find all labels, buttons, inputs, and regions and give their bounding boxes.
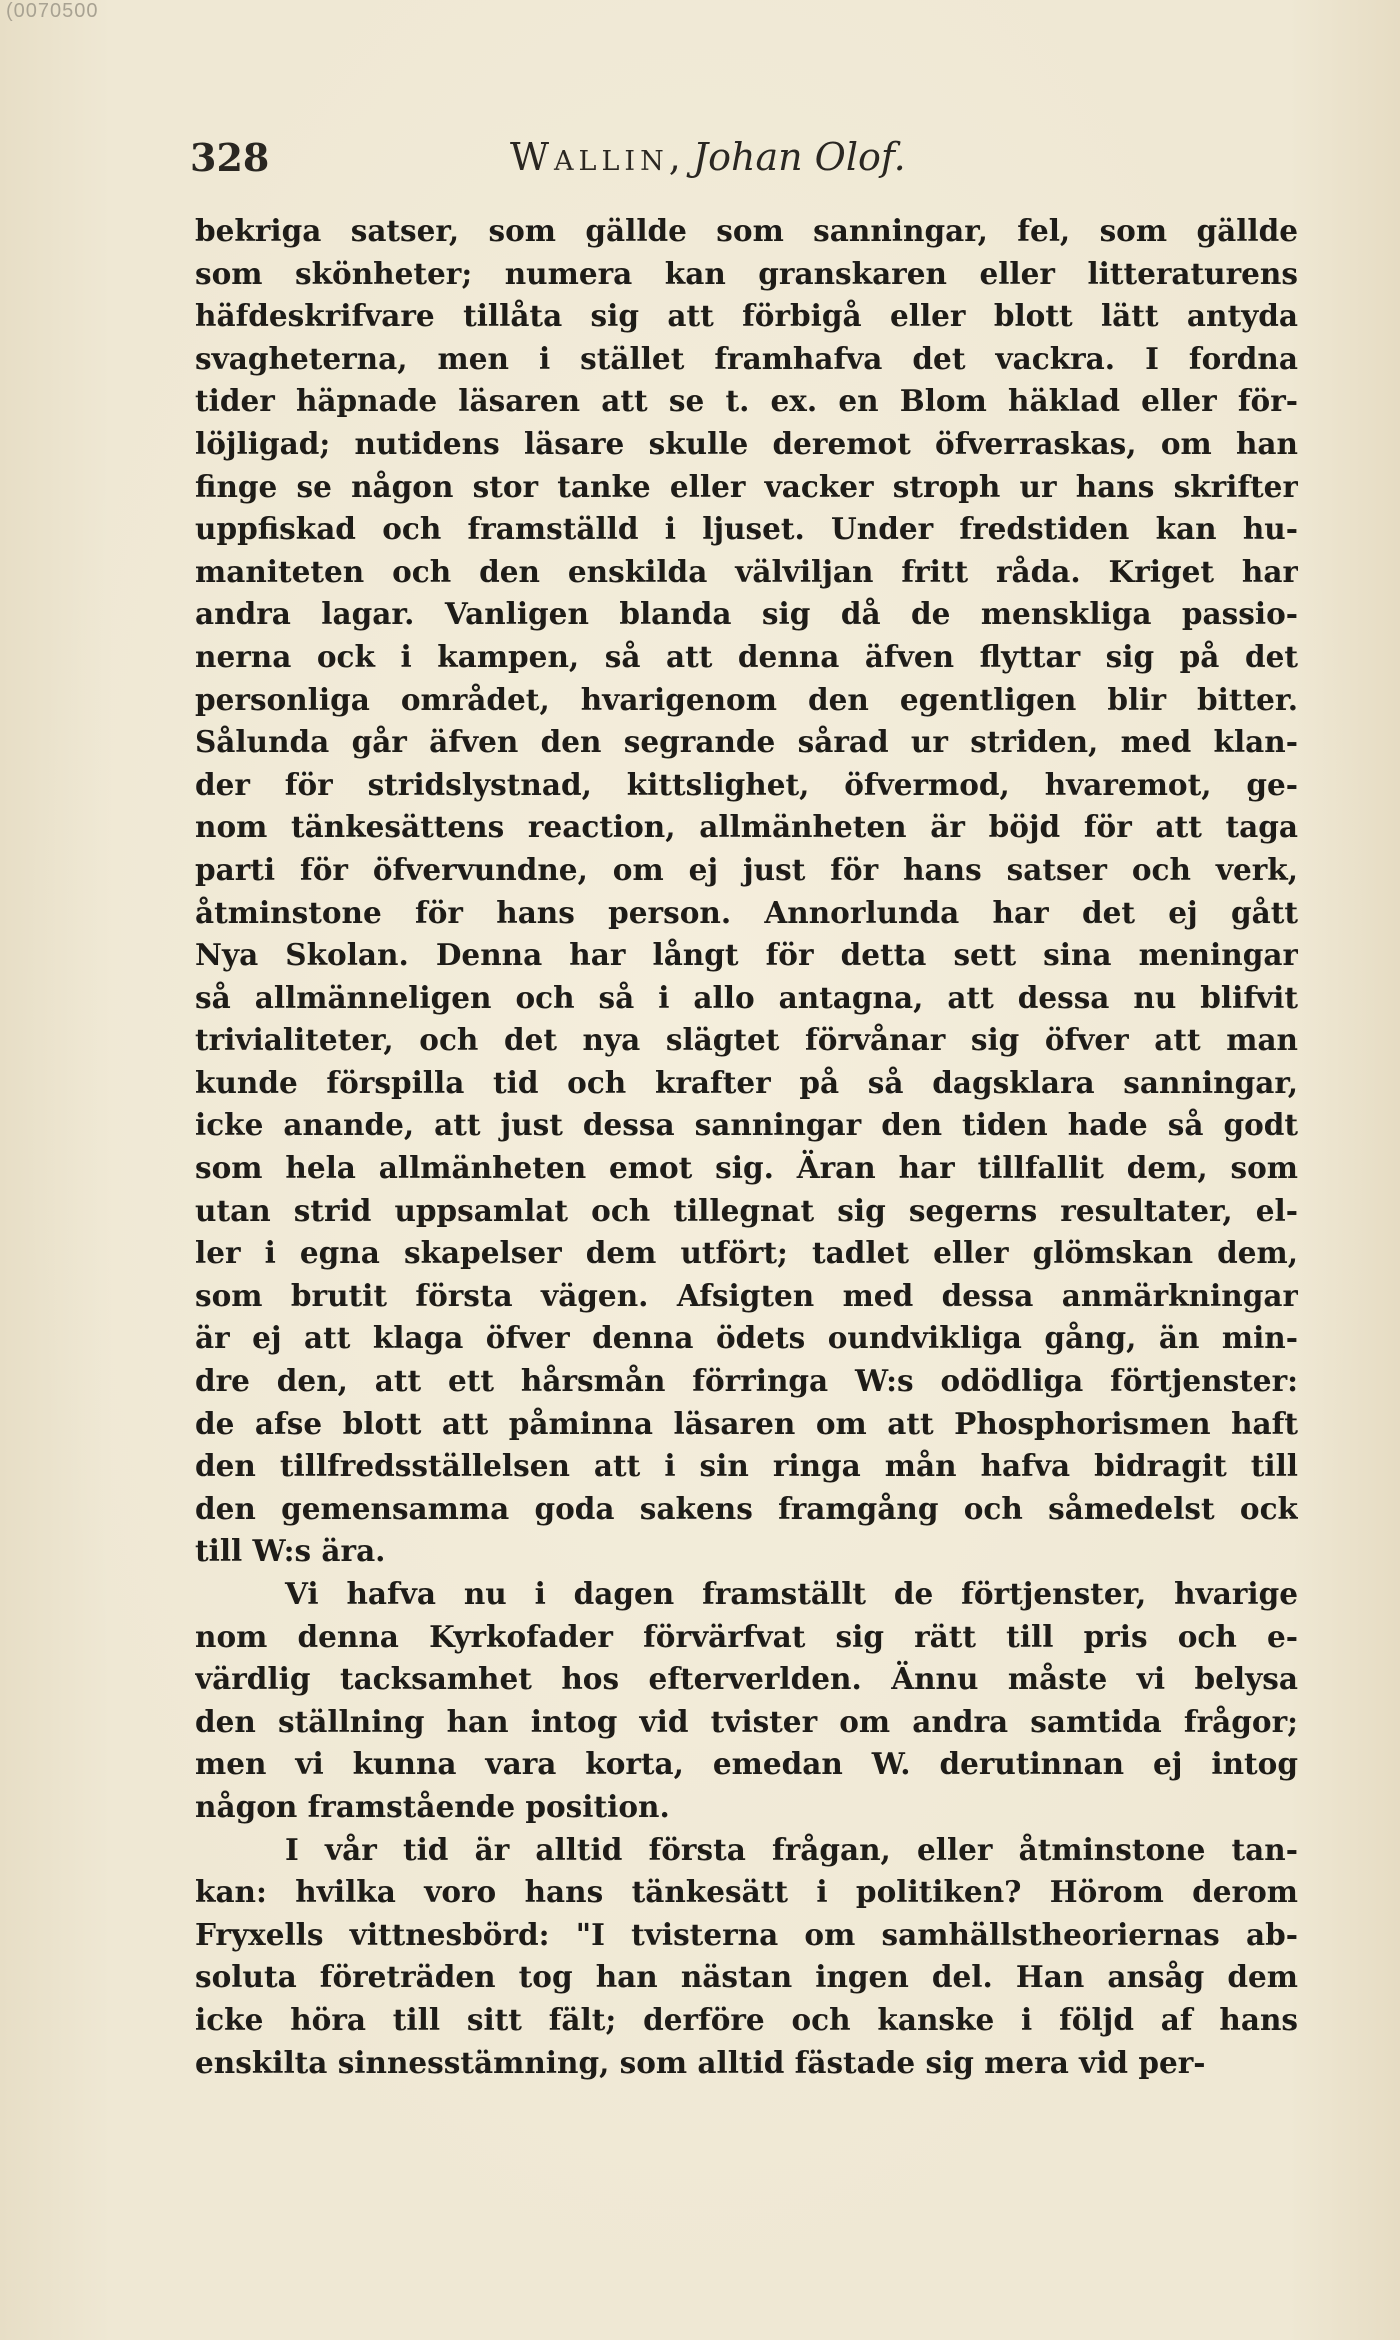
text-line: trivialiteter, och det nya slägtet förvånar sig öfver att man xyxy=(195,1022,1298,1058)
running-head: Wallin, Johan Olof. xyxy=(510,135,906,179)
text-line: den tillfredsställelsen att i sin ringa mån hafva bidragit till xyxy=(195,1448,1298,1484)
text-line: der för stridslystnad, kittslighet, öfvermod, hvaremot, ge- xyxy=(195,766,1298,802)
text-line: nerna ock i kampen, så att denna äfven flyttar sig på det xyxy=(195,638,1298,674)
text-line: kunde förspilla tid och krafter på så dagsklara sanningar, xyxy=(195,1064,1298,1100)
text-line: som brutit första vägen. Afsigten med dessa anmärkningar xyxy=(195,1277,1298,1313)
text-line: icke anande, att just dessa sanningar den tiden hade så godt xyxy=(195,1107,1298,1143)
text-line: någon framstående position. xyxy=(195,1788,670,1824)
text-line: svagheterna, men i stället framhafva det vackra. I fordna xyxy=(195,340,1298,376)
text-line: nom tänkesättens reaction, allmänheten är böjd för att taga xyxy=(195,809,1298,845)
page-number: 328 xyxy=(190,135,270,180)
text-line: så allmänneligen och så i allo antagna, att dessa nu blifvit xyxy=(195,979,1298,1015)
text-line: dre den, att ett hårsmån förringa W:s odödliga förtjenster: xyxy=(195,1363,1298,1399)
text-line: Sålunda går äfven den segrande sårad ur striden, med klan- xyxy=(195,724,1298,760)
body-text xyxy=(195,210,1298,2084)
text-line: enskilta sinnesstämning, som alltid fästade sig mera vid per- xyxy=(195,2044,1206,2080)
text-line: ler i egna skapelser dem utfört; tadlet eller glömskan dem, xyxy=(195,1235,1298,1271)
text-line: den gemensamma goda sakens framgång och såmedelst ock xyxy=(195,1490,1298,1526)
text-line: till W:s ära. xyxy=(195,1533,386,1569)
text-line: Vi hafva nu i dagen framställt de förtjenster, hvarige xyxy=(285,1576,1298,1611)
text-line: de afse blott att påminna läsaren om att Phosphorismen haft xyxy=(195,1405,1298,1441)
text-line: bekriga satser, som gällde som sanningar, fel, som gällde xyxy=(195,213,1298,248)
text-line: kan: hvilka voro hans tänkesätt i politiken? Hörom derom xyxy=(195,1874,1298,1910)
text-line: tider häpnade läsaren att se t. ex. en Blom häklad eller för- xyxy=(195,383,1298,419)
text-line: löjligad; nutidens läsare skulle deremot öfverraskas, om han xyxy=(195,425,1298,461)
text-line: häfdeskrifvare tillåta sig att förbigå eller blott lätt antyda xyxy=(195,298,1298,334)
text-line: andra lagar. Vanligen blanda sig då de menskliga passio- xyxy=(195,596,1298,632)
running-head-surname: Wallin xyxy=(510,135,669,179)
text-line: personliga området, hvarigenom den egentligen blir bitter. xyxy=(195,681,1298,717)
text-line: Nya Skolan. Denna har långt för detta sett sina meningar xyxy=(195,937,1298,973)
text-line: icke höra till sitt fält; derföre och kanske i följd af hans xyxy=(195,2001,1298,2037)
text-line: finge se någon stor tanke eller vacker stroph ur hans skrifter xyxy=(195,468,1298,504)
text-line: är ej att klaga öfver denna ödets oundvikliga gång, än min- xyxy=(195,1320,1298,1356)
text-line: nom denna Kyrkofader förvärfvat sig rätt till pris och e- xyxy=(195,1618,1298,1654)
text-line: men vi kunna vara korta, emedan W. derutinnan ej intog xyxy=(195,1746,1298,1782)
text-line: I vår tid är alltid första frågan, eller åtminstone tan- xyxy=(285,1831,1298,1867)
text-line: värdlig tacksamhet hos efterverlden. Ännu måste vi belysa xyxy=(195,1661,1298,1697)
text-line: Fryxells vittnesbörd: "I tvisterna om samhällstheoriernas ab- xyxy=(195,1916,1298,1952)
text-line: åtminstone för hans person. Annorlunda har det ej gått xyxy=(195,894,1298,930)
text-line: parti för öfvervundne, om ej just för hans satser och verk, xyxy=(195,851,1298,887)
text-line: den ställning han intog vid tvister om andra samtida frågor; xyxy=(195,1703,1298,1739)
catalog-stamp: (0070500 xyxy=(6,0,99,22)
page-header xyxy=(190,135,1300,191)
text-line: uppfiskad och framställd i ljuset. Under fredstiden kan hu- xyxy=(195,511,1298,547)
text-line: maniteten och den enskilda välviljan fritt råda. Kriget har xyxy=(195,553,1298,589)
running-head-given-name: Johan Olof. xyxy=(692,135,906,179)
text-line: utan strid uppsamlat och tillegnat sig segerns resultater, el- xyxy=(195,1192,1298,1228)
text-line: som skönheter; numera kan granskaren eller litteraturens xyxy=(195,255,1298,291)
text-line: soluta företräden tog han nästan ingen del. Han ansåg dem xyxy=(195,1959,1298,1995)
text-line: som hela allmänheten emot sig. Äran har tillfallit dem, som xyxy=(195,1150,1298,1186)
